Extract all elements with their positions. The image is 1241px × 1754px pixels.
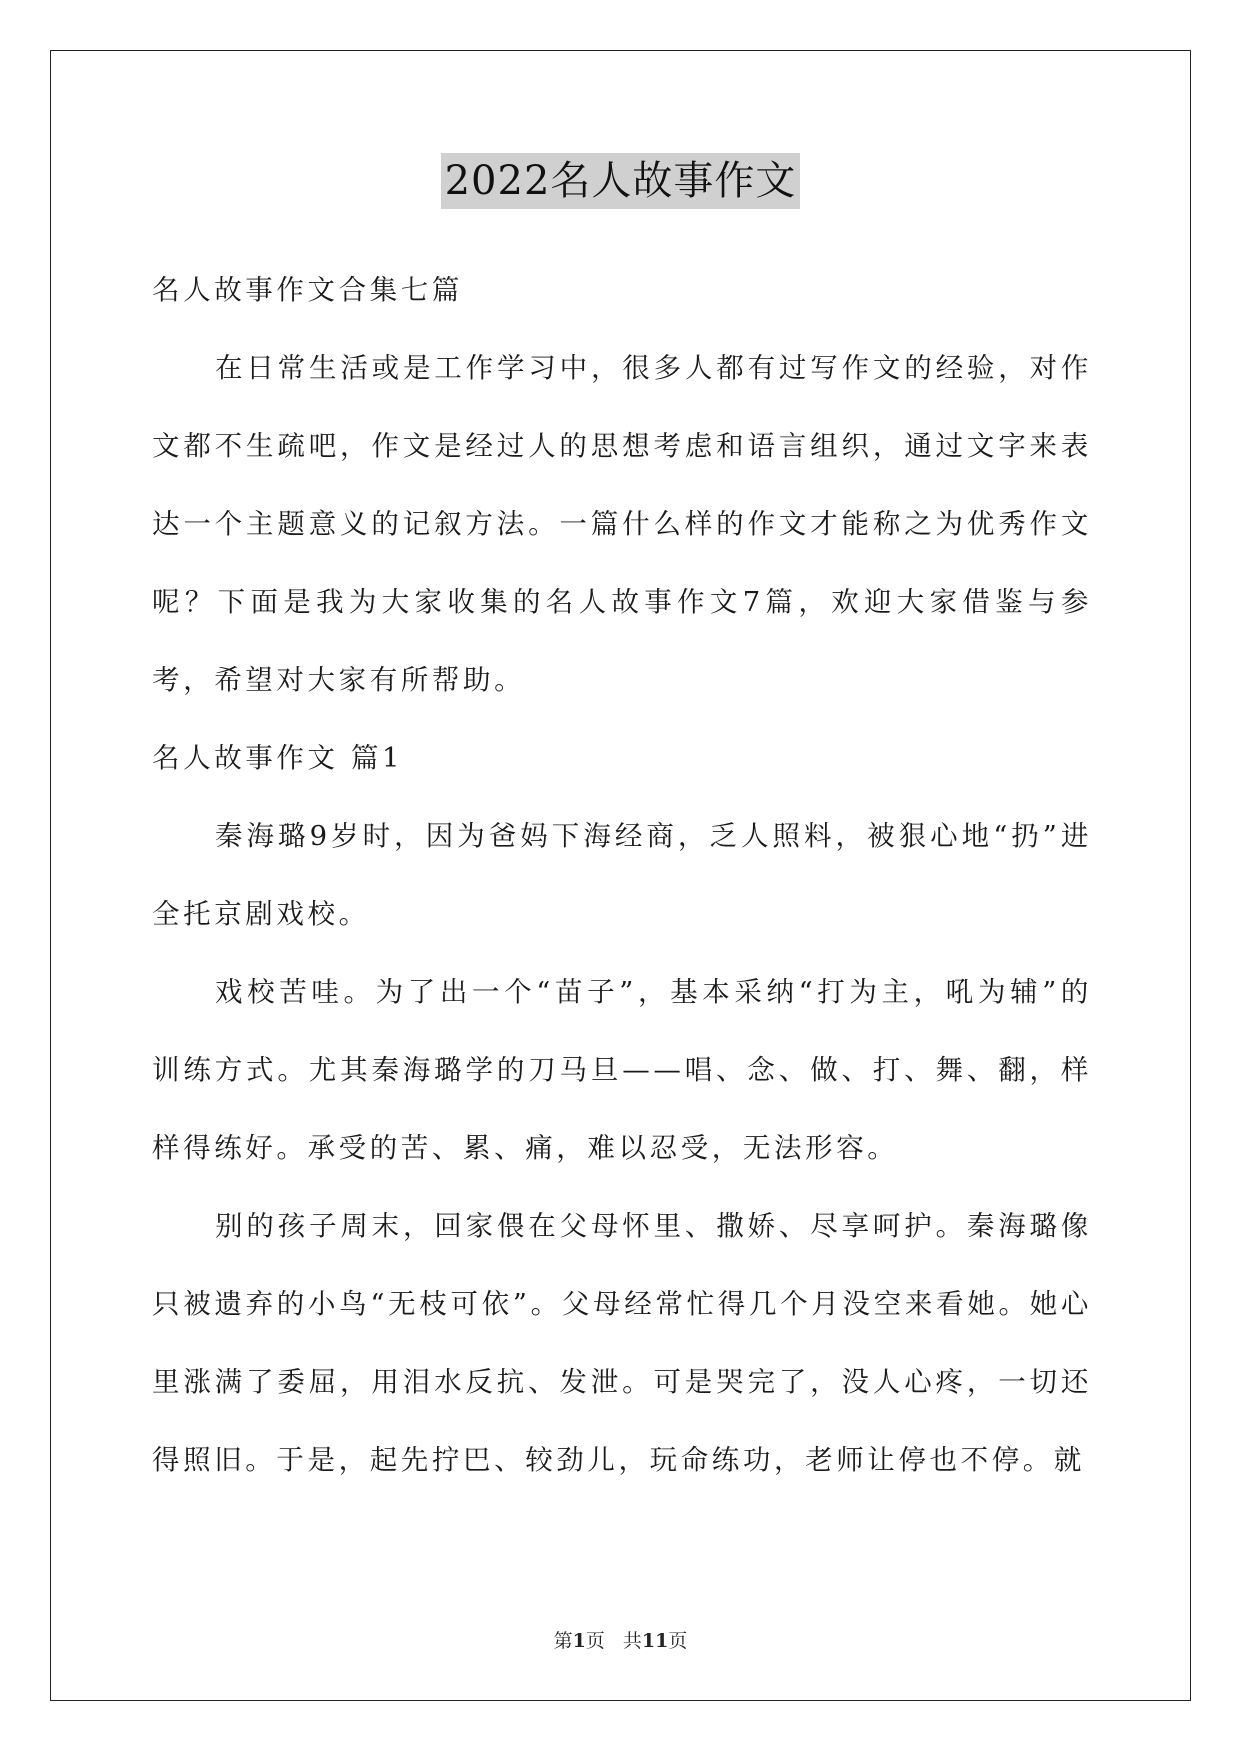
title-container: [0, 153, 1241, 209]
page-total: 11: [641, 1630, 669, 1652]
paragraph: 在日常生活或是工作学习中，很多人都有过写作文的经验，对作文都不生疏吧，作文是经过人的思想考虑和语言组织，通过文字来表达一个主题意义的记叙方法。一篇什么样的作文才能称之为优秀作文呢？下面是我为大家收集的名人故事作文7篇，欢迎大家借鉴与参考，希望对大家有所帮助。: [152, 352, 1092, 696]
paragraph: 秦海璐9岁时，因为爸妈下海经商，乏人照料，被狠心地“扔”进全托京剧戏校。: [152, 820, 1092, 930]
paragraph: 戏校苦哇。为了出一个“苗子”，基本采纳“打为主，吼为辅”的训练方式。尤其秦海璐学的刀马旦——唱、念、做、打、舞、翻，样样得练好。承受的苦、累、痛，难以忍受，无法形容。: [152, 976, 1092, 1164]
section-heading: 名人故事作文 篇1: [152, 742, 404, 774]
paragraph: 名人故事作文合集七篇: [152, 274, 463, 306]
document-body: [152, 251, 1092, 1499]
page-unit: 页: [585, 1630, 605, 1652]
document-title: 2022名人故事作文: [441, 153, 801, 209]
paragraph: 别的孩子周末，回家偎在父母怀里、撒娇、尽享呵护。秦海璐像只被遗弃的小鸟“无枝可依”。父母经常忙得几个月没空来看她。她心里涨满了委屈，用泪水反抗、发泄。可是哭完了，没人心疼，一切还得照旧。于是，起先拧巴、较劲儿，玩命练功，老师让停也不停。就: [152, 1210, 1092, 1476]
page-current: 1: [572, 1630, 586, 1652]
page-footer: [0, 1628, 1241, 1654]
total-prefix: 共: [622, 1630, 642, 1652]
total-unit: 页: [668, 1630, 688, 1652]
page-prefix: 第: [553, 1630, 573, 1652]
